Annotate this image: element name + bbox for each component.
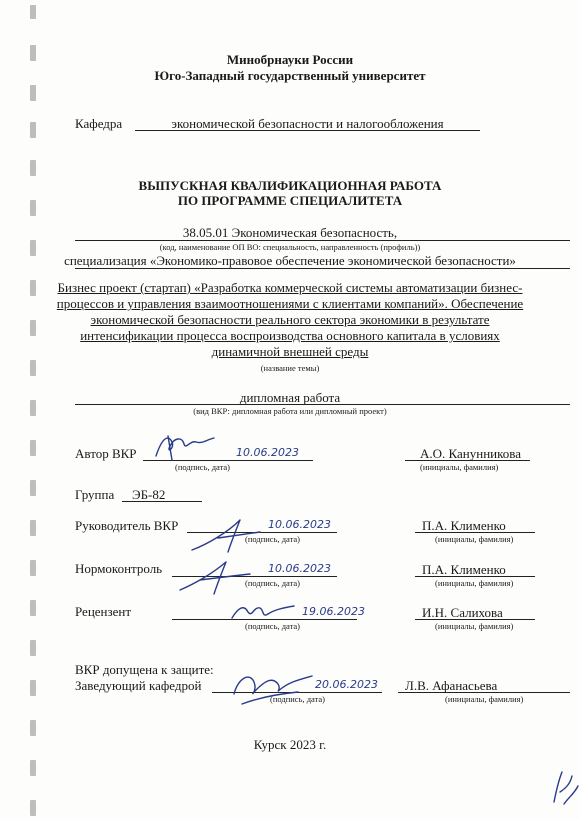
topic-line: экономической безопасности реального сектора экономики в результате xyxy=(90,312,490,327)
reviewer-sign-caption: (подпись, дата) xyxy=(245,621,301,631)
supervisor-label: Руководитель ВКР xyxy=(75,518,179,533)
group-value: ЭБ-82 xyxy=(132,487,166,502)
work-title-line2: ПО ПРОГРАММЕ СПЕЦИАЛИТЕТА xyxy=(177,193,403,208)
reviewer-label: Рецензент xyxy=(75,604,132,619)
normcontrol-name: П.А. Клименко xyxy=(422,562,506,577)
work-type-caption: (вид ВКР: дипломная работа или дипломный проект) xyxy=(193,406,387,416)
normcontrol-sign-caption: (подпись, дата) xyxy=(245,578,301,588)
program-code: 38.05.01 Экономическая безопасность, xyxy=(182,225,398,240)
author-signature xyxy=(148,428,218,464)
topic-line: интенсификации процесса воспроизводства основного капитала в условиях xyxy=(80,328,500,343)
binder-mark xyxy=(30,122,36,138)
binder-mark xyxy=(30,480,36,496)
university-name: Юго-Западный государственный университет xyxy=(154,68,426,83)
author-sign-caption: (подпись, дата) xyxy=(175,462,231,472)
group-label: Группа xyxy=(75,487,115,502)
topic-caption: (название темы) xyxy=(260,363,320,373)
normcontrol-date: 10.06.2023 xyxy=(268,562,331,575)
normcontrol-name-caption: (инициалы, фамилия) xyxy=(435,578,514,588)
head-of-department-label: Заведующий кафедрой xyxy=(75,678,202,693)
binder-mark xyxy=(30,600,36,616)
admission-line: ВКР допущена к защите: xyxy=(75,662,214,677)
binder-mark xyxy=(30,520,36,536)
binder-mark xyxy=(30,680,36,696)
binder-mark xyxy=(30,760,36,776)
author-label: Автор ВКР xyxy=(75,446,137,461)
head-name: Л.В. Афанасьева xyxy=(405,678,498,693)
supervisor-date: 10.06.2023 xyxy=(268,518,331,531)
margin-handwritten-note xyxy=(548,762,580,810)
binder-mark xyxy=(30,640,36,656)
binder-mark xyxy=(30,720,36,736)
head-date: 20.06.2023 xyxy=(315,678,378,691)
binder-mark xyxy=(30,85,36,101)
author-name: А.О. Канунникова xyxy=(420,446,522,461)
reviewer-name-caption: (инициалы, фамилия) xyxy=(435,621,514,631)
normcontrol-label: Нормоконтроль xyxy=(75,561,163,576)
author-date: 10.06.2023 xyxy=(236,446,299,459)
binder-mark xyxy=(30,160,36,176)
head-name-caption: (инициалы, фамилия) xyxy=(445,694,524,704)
reviewer-date: 19.06.2023 xyxy=(302,605,365,618)
department-label: Кафедра xyxy=(75,116,123,131)
supervisor-name: П.А. Клименко xyxy=(422,518,506,533)
topic-line: процессов и управления взаимоотношениями с клиентами компаний». Обеспечение xyxy=(56,296,524,311)
city-year: Курск 2023 г. xyxy=(253,737,327,752)
specialization: специализация «Экономико-правовое обеспечение экономической безопасности» xyxy=(64,253,516,268)
binder-mark xyxy=(30,800,36,816)
supervisor-sign-caption: (подпись, дата) xyxy=(245,534,301,544)
program-caption: (код, наименование ОП ВО: специальность, направленность (профиль)) xyxy=(159,242,421,252)
binder-mark xyxy=(30,5,36,19)
topic-line: динамичной внешней среды xyxy=(211,344,369,359)
work-title-line1: ВЫПУСКНАЯ КВАЛИФИКАЦИОННАЯ РАБОТА xyxy=(138,178,442,193)
topic-line: Бизнес проект (стартап) «Разработка коммерческой системы автоматизации бизнес- xyxy=(57,280,523,295)
binder-mark xyxy=(30,560,36,576)
reviewer-name: И.Н. Салихова xyxy=(422,605,503,620)
department-value: экономической безопасности и налогообложения xyxy=(171,116,444,131)
normcontrol-signature xyxy=(176,550,256,596)
supervisor-name-caption: (инициалы, фамилия) xyxy=(435,534,514,544)
binder-mark xyxy=(30,440,36,456)
head-sign-caption: (подпись, дата) xyxy=(270,694,326,704)
author-name-caption: (инициалы, фамилия) xyxy=(420,462,499,472)
ministry-name: Минобрнауки России xyxy=(226,52,354,67)
work-type: дипломная работа xyxy=(239,390,341,405)
